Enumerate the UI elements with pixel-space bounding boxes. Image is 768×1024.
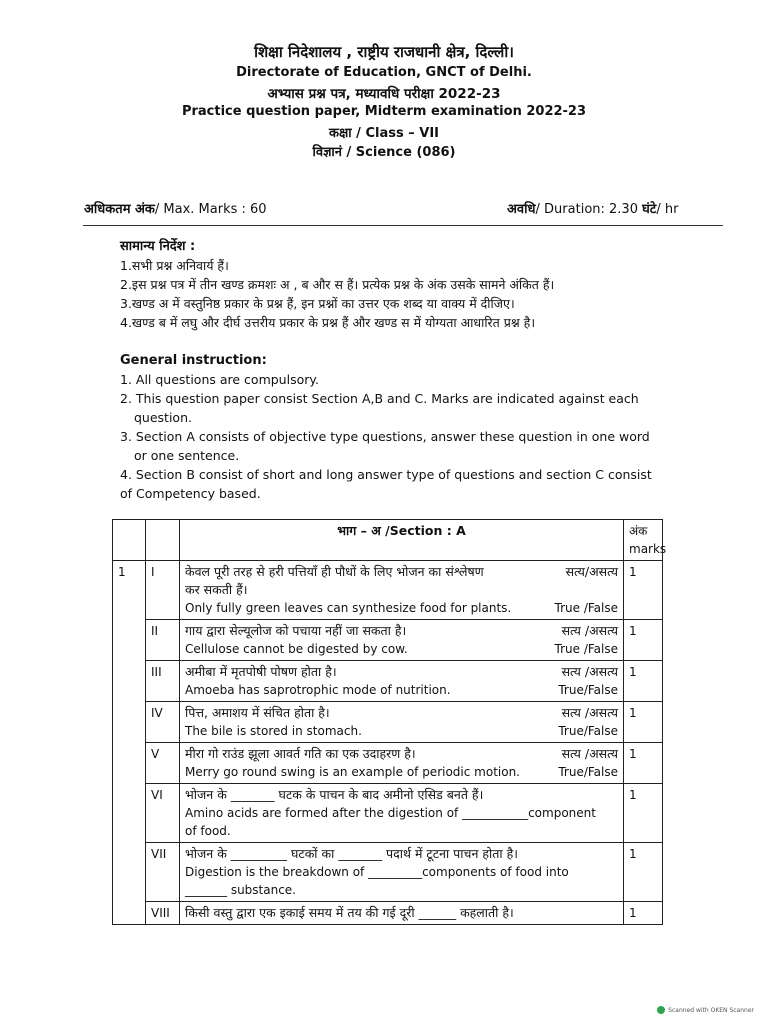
table-row bbox=[113, 843, 663, 902]
instruction-item: 3. Section A consists of objective type questions, answer these question in one word bbox=[120, 429, 650, 444]
max-marks bbox=[84, 199, 267, 217]
max-marks-text: / Max. Marks : 60 bbox=[154, 202, 267, 217]
hindi-instructions-title: सामान्य निर्देश : bbox=[120, 239, 196, 254]
general-instructions bbox=[120, 351, 652, 503]
question-english: Amino acids are formed after the digestion of ___________component bbox=[185, 806, 596, 820]
question-marks: 1 bbox=[624, 902, 663, 925]
question-hindi: केवल पूरी तरह से हरी पत्तियाँ ही पौधों के लिए भोजन का संश्लेषण bbox=[185, 564, 484, 579]
question-english: Amoeba has saprotrophic mode of nutrition. bbox=[185, 683, 451, 697]
table-row bbox=[113, 743, 663, 784]
table-row bbox=[113, 561, 663, 620]
question-english: Cellulose cannot be digested by cow. bbox=[185, 642, 408, 656]
marks-header bbox=[624, 520, 667, 561]
question-english-continued: of food. bbox=[185, 824, 231, 838]
table-row bbox=[113, 784, 663, 843]
directorate-hindi-title: शिक्षा निदेशालय , राष्ट्रीय राजधानी क्षेत्र, दिल्ली। bbox=[254, 43, 514, 61]
duration-hindi: अवधि bbox=[507, 202, 536, 217]
answer-option: True/False bbox=[558, 724, 618, 738]
question-hindi: पित्त, अमाशय में संचित होता है। bbox=[185, 705, 330, 720]
question-hindi: भोजन के _______ घटक के पाचन के बाद अमीनो एसिड बनते हैं। bbox=[185, 787, 484, 802]
scanner-watermark bbox=[657, 1006, 754, 1014]
hindi-instruction-item: 4.खण्ड ब में लघु और दीर्घ उत्तरीय प्रकार के प्रश्न हैं और खण्ड स में योग्यता आधारित प्रश्न है। bbox=[120, 315, 536, 330]
sub-question-number: III bbox=[146, 661, 180, 702]
sub-question-number: II bbox=[146, 620, 180, 661]
exam-title-hindi: अभ्यास प्रश्न पत्र, मध्यावधि परीक्षा 2022-23 bbox=[267, 86, 501, 102]
table-row bbox=[113, 661, 663, 702]
question-text bbox=[180, 702, 624, 743]
answer-option-hindi: सत्य /असत्य bbox=[561, 705, 618, 720]
question-marks: 1 bbox=[624, 843, 663, 902]
scanner-watermark-text: Scanned with OKEN Scanner bbox=[668, 1006, 754, 1014]
answer-option-hindi: सत्य/असत्य bbox=[565, 564, 618, 579]
table-header-row bbox=[113, 520, 663, 561]
table-row bbox=[113, 902, 663, 925]
sub-question-number: VII bbox=[146, 843, 180, 902]
answer-option-hindi: सत्य /असत्य bbox=[561, 746, 618, 761]
sub-question-number: VI bbox=[146, 784, 180, 843]
class-label: कक्षा / Class – VII bbox=[328, 126, 439, 141]
question-marks: 1 bbox=[624, 661, 663, 702]
question-hindi: किसी वस्तु द्वारा एक इकाई समय में तय की गई दूरी ______ कहलाती है। bbox=[185, 905, 514, 920]
header-divider bbox=[83, 225, 723, 226]
duration-unit-hindi: घंटे bbox=[642, 202, 657, 217]
question-hindi: अमीबा में मृतपोषी पोषण होता है। bbox=[185, 664, 337, 679]
marks-header-label: marks bbox=[629, 542, 667, 556]
hindi-instruction-item: 3.खण्ड अ में वस्तुनिष्ठ प्रकार के प्रश्न हैं, इन प्रश्नों का उत्तर एक शब्द या वाक्य में दीजिए। bbox=[120, 296, 515, 311]
answer-option: True /False bbox=[554, 642, 618, 656]
answer-option-hindi: सत्य /असत्य bbox=[561, 623, 618, 638]
exam-title: Practice question paper, Midterm examination 2022-23 bbox=[181, 104, 587, 119]
scanner-logo-icon bbox=[657, 1006, 665, 1014]
max-marks-hindi: अधिकतम अंक bbox=[84, 202, 155, 217]
question-english: Only fully green leaves can synthesize food for plants. bbox=[185, 601, 512, 615]
hindi-instruction-item: 2.इस प्रश्न पत्र में तीन खण्ड क्रमशः अ , ब और स हैं। प्रत्येक प्रश्न के अंक उसके सामने अंकित हैं। bbox=[120, 277, 555, 292]
question-text bbox=[180, 620, 624, 661]
question-text bbox=[180, 784, 624, 843]
question-english: Digestion is the breakdown of _________components of food into bbox=[185, 865, 569, 879]
directorate-title: Directorate of Education, GNCT of Delhi. bbox=[236, 65, 532, 80]
section-a-table bbox=[112, 519, 667, 925]
question-text bbox=[180, 661, 624, 702]
sub-question-number: IV bbox=[146, 702, 180, 743]
question-text bbox=[180, 843, 624, 902]
question-hindi: मीरा गो राउंड झूला आवर्त गति का एक उदाहरण है। bbox=[185, 746, 416, 761]
question-text bbox=[180, 743, 624, 784]
sub-question-number: VIII bbox=[146, 902, 180, 925]
question-text bbox=[180, 561, 624, 620]
answer-option: True/False bbox=[558, 765, 618, 779]
duration-text: / Duration: 2.30 bbox=[535, 202, 638, 217]
hindi-instruction-item: 1.सभी प्रश्न अनिवार्य हैं। bbox=[120, 258, 229, 273]
question-english: The bile is stored in stomach. bbox=[185, 724, 362, 738]
question-english: Merry go round swing is an example of periodic motion. bbox=[185, 765, 520, 779]
answer-option-hindi: सत्य /असत्य bbox=[561, 664, 618, 679]
question-marks: 1 bbox=[624, 620, 663, 661]
question-text bbox=[180, 902, 624, 925]
general-instructions-title: General instruction: bbox=[120, 353, 267, 368]
duration-unit: / hr bbox=[656, 202, 679, 217]
marks-header-hindi: अंक bbox=[629, 524, 648, 538]
question-marks: 1 bbox=[624, 561, 663, 620]
answer-option: True /False bbox=[554, 601, 618, 615]
question-hindi-continued: कर सकती हैं। bbox=[185, 582, 248, 597]
sub-question-number: I bbox=[146, 561, 180, 620]
question-english-continued: _______ substance. bbox=[185, 883, 296, 897]
table-cell bbox=[113, 520, 146, 561]
sub-question-number: V bbox=[146, 743, 180, 784]
duration bbox=[507, 199, 678, 217]
section-title: भाग – अ /Section : A bbox=[180, 520, 624, 561]
table-row bbox=[113, 702, 663, 743]
instruction-item: 1. All questions are compulsory. bbox=[120, 372, 319, 387]
question-hindi: भोजन के _________ घटकों का _______ पदार्थ में टूटना पाचन होता है। bbox=[185, 846, 518, 861]
table-cell bbox=[146, 520, 180, 561]
answer-option: True/False bbox=[558, 683, 618, 697]
question-marks: 1 bbox=[624, 784, 663, 843]
question-marks: 1 bbox=[624, 743, 663, 784]
instruction-item: or one sentence. bbox=[134, 448, 240, 463]
question-marks: 1 bbox=[624, 702, 663, 743]
question-hindi: गाय द्वारा सेल्यूलोज को पचाया नहीं जा सकता है। bbox=[185, 623, 407, 638]
instruction-item: question. bbox=[134, 410, 192, 425]
subject-label: विज्ञानं / Science (086) bbox=[312, 145, 456, 160]
instruction-item: of Competency based. bbox=[120, 486, 261, 501]
question-number: 1 bbox=[113, 561, 146, 925]
table-row bbox=[113, 620, 663, 661]
hindi-instructions bbox=[120, 237, 554, 332]
instruction-item: 4. Section B consist of short and long answer type of questions and section C consist bbox=[120, 467, 652, 482]
instruction-item: 2. This question paper consist Section A,B and C. Marks are indicated against each bbox=[120, 391, 639, 406]
